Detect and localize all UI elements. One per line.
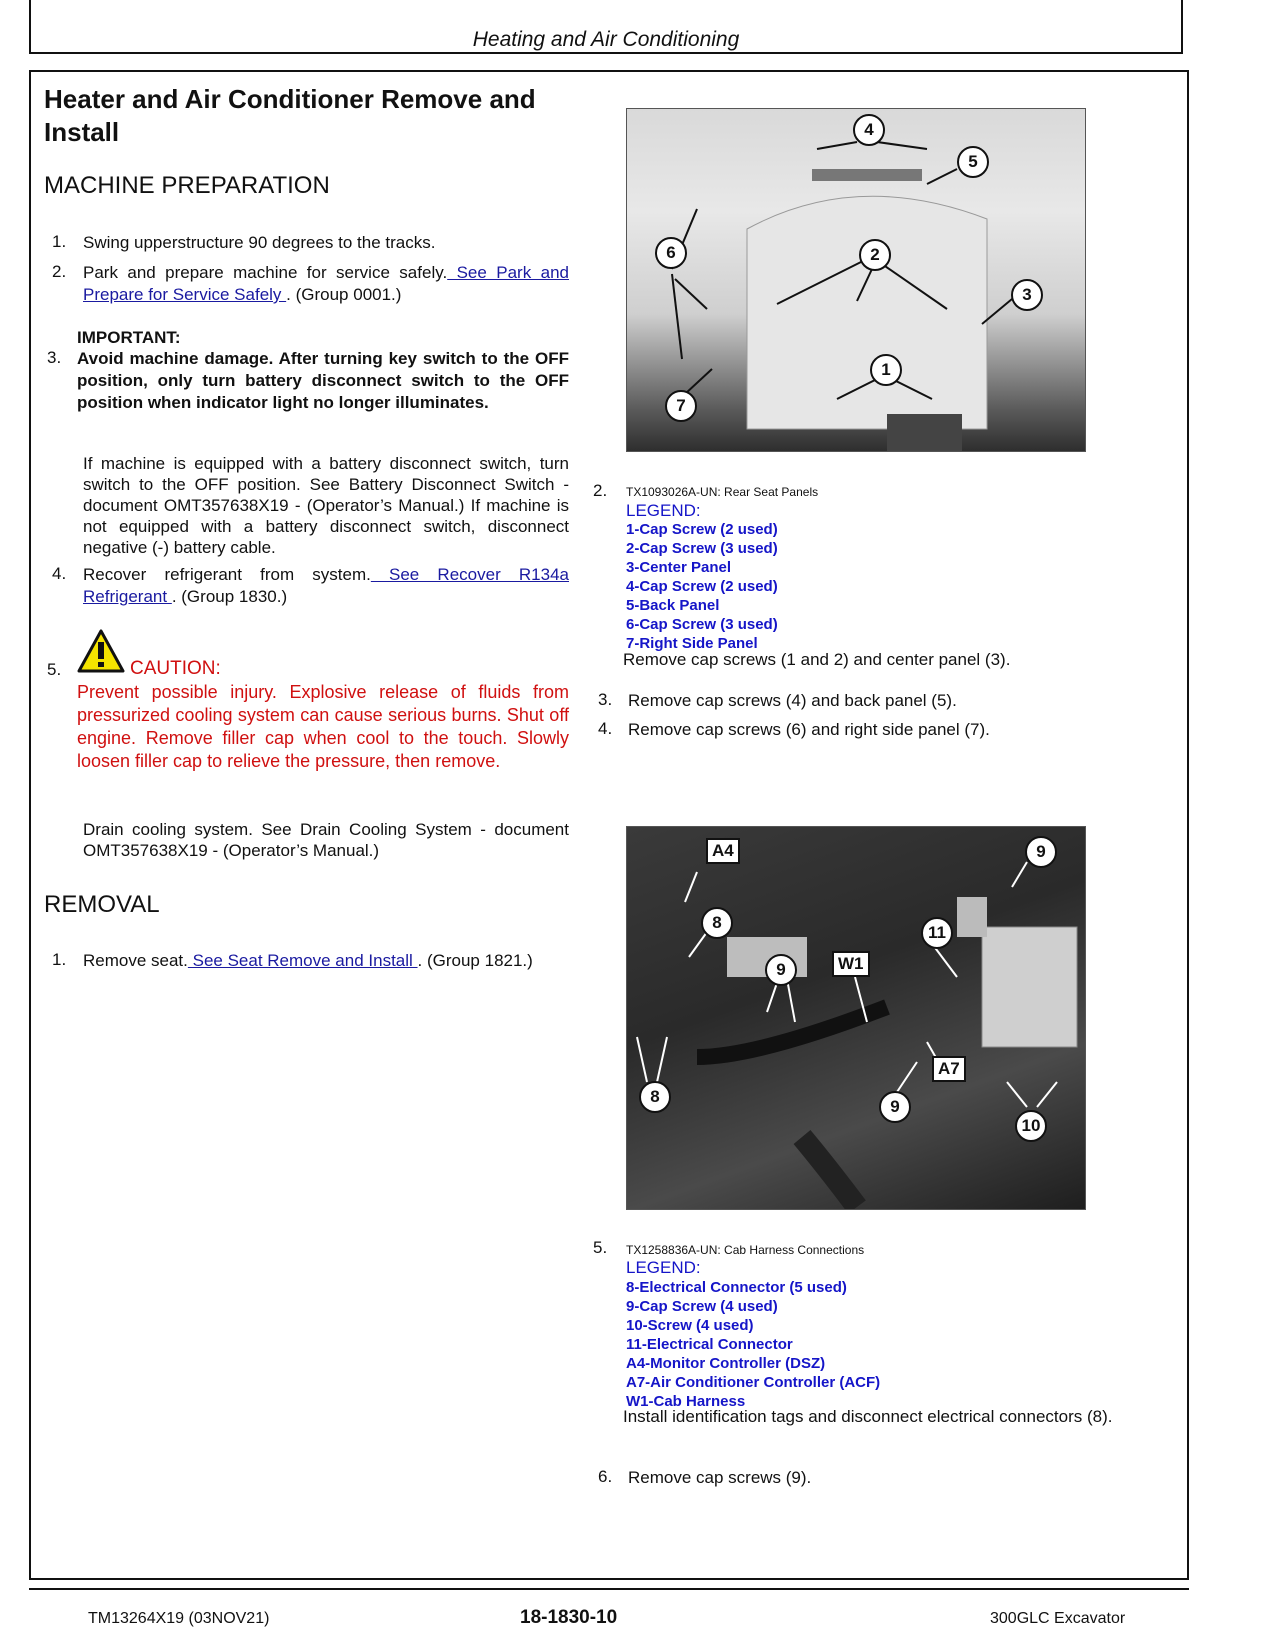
callout-10: 10 (1015, 1110, 1047, 1142)
legend-item: 11-Electrical Connector (626, 1336, 793, 1353)
callout-4: 4 (853, 114, 885, 146)
callout-8: 8 (701, 907, 733, 939)
legend-item: 5-Back Panel (626, 597, 720, 614)
legend-item: 2-Cap Screw (3 used) (626, 540, 778, 557)
rear-seat-panels-photo (626, 108, 1086, 452)
caution-label: CAUTION: (130, 658, 221, 679)
step-number: 1. (52, 232, 67, 251)
prep-step-1: Swing upperstructure 90 degrees to the tracks. (83, 233, 436, 252)
removal-step-1 (83, 950, 569, 972)
legend-list (626, 1278, 880, 1411)
step-number: 6. (598, 1467, 613, 1486)
important-label: IMPORTANT: (77, 328, 181, 347)
section-title: Heating and Air Conditioning (472, 28, 740, 51)
page-number: 18-1830-10 (520, 1607, 618, 1628)
footer-rule (29, 1588, 1189, 1590)
legend-item: 9-Cap Screw (4 used) (626, 1298, 778, 1315)
legend-item: 1-Cap Screw (2 used) (626, 521, 778, 538)
removal-heading: REMOVAL (44, 891, 160, 918)
legend-item: W1-Cab Harness (626, 1393, 746, 1410)
callout-9: 9 (1025, 836, 1057, 868)
callout-2: 2 (859, 239, 891, 271)
page-title: Heater and Air Conditioner Remove and Install (44, 84, 536, 147)
callout-3: 3 (1011, 279, 1043, 311)
step-number: 2. (52, 262, 67, 281)
legend-list (626, 520, 778, 653)
step-3-text: Remove cap screws (4) and back panel (5). (628, 691, 957, 710)
step-number: 4. (52, 564, 67, 583)
legend-item: 4-Cap Screw (2 used) (626, 578, 778, 595)
callout-5: 5 (957, 146, 989, 178)
cab-harness-photo (626, 826, 1086, 1210)
document-id: TM13264X19 (03NOV21) (88, 1610, 270, 1627)
callout-1: 1 (870, 354, 902, 386)
figure2-instruction: Install identification tags and disconnect electrical connectors (8). (623, 1407, 1113, 1426)
figure-caption: TX1258836A-UN: Cab Harness Connections (626, 1243, 865, 1257)
legend-item: A7-Air Conditioner Controller (ACF) (626, 1374, 881, 1391)
machine-model: 300GLC Excavator (990, 1610, 1126, 1627)
legend-title: LEGEND: (626, 1258, 701, 1277)
step-text: . (Group 1830.) (171, 587, 288, 606)
legend-title: LEGEND: (626, 501, 701, 520)
step-number: 5. (593, 1238, 608, 1257)
prep-step-3-important: Avoid machine damage. After turning key switch to the OFF position, only turn battery disconnect switch to the OFF position when indicator light no longer illuminates. (77, 349, 569, 412)
legend-item: 10-Screw (4 used) (626, 1317, 754, 1334)
prep-step-2 (83, 262, 569, 306)
step-number: 5. (47, 660, 62, 679)
step-number: 2. (593, 481, 608, 500)
warning-triangle-icon (76, 628, 126, 674)
legend-item: 8-Electrical Connector (5 used) (626, 1279, 847, 1296)
step-text: . (Group 1821.) (417, 951, 533, 970)
seat-remove-install-link[interactable]: See Seat Remove and Install (187, 951, 418, 970)
step-text: . (Group 0001.) (286, 285, 402, 304)
step-text: Recover refrigerant from system. (83, 565, 371, 584)
callout-9: 9 (765, 954, 797, 986)
callout-w1: W1 (832, 951, 870, 977)
step-number: 4. (598, 719, 613, 738)
step-number: 1. (52, 950, 67, 969)
step-number: 3. (598, 690, 613, 709)
step-number: 3. (47, 348, 62, 367)
figure1-instruction: Remove cap screws (1 and 2) and center panel (3). (623, 650, 1011, 669)
legend-item: 3-Center Panel (626, 559, 732, 576)
callout-7: 7 (665, 390, 697, 422)
legend-item: 7-Right Side Panel (626, 635, 758, 652)
legend-item: 6-Cap Screw (3 used) (626, 616, 778, 633)
callout-8: 8 (639, 1081, 671, 1113)
drain-cooling-note: Drain cooling system. See Drain Cooling System - document OMT357638X19 - (Operator’s Manual.) (83, 820, 569, 860)
legend-item: A4-Monitor Controller (DSZ) (626, 1355, 826, 1372)
park-prepare-link[interactable]: See Park and Prepare for Service Safely (83, 263, 569, 304)
callout-a7: A7 (932, 1056, 966, 1082)
callout-9: 9 (879, 1091, 911, 1123)
callout-a4: A4 (706, 838, 740, 864)
step-4-text: Remove cap screws (6) and right side panel (7). (628, 720, 990, 739)
battery-disconnect-note: If machine is equipped with a battery disconnect switch, turn switch to the OFF position. See Battery Disconnect Switch - document OMT357638X19 - (Operator’s Manual.) If machine is not equipped with a battery disconnect switch, disconnect negative (-) battery cable. (83, 454, 569, 557)
machine-preparation-heading: MACHINE PREPARATION (44, 172, 330, 199)
caution-text: Prevent possible injury. Explosive release of fluids from pressurized cooling system can cause serious burns. Shut off engine. Remove filler cap when cool to the touch. Slowly loosen filler cap to relieve the pressure, then remove. (77, 682, 569, 771)
callout-6: 6 (655, 237, 687, 269)
photo-overlay (627, 827, 1085, 1209)
callout-11: 11 (921, 917, 953, 949)
figure-caption: TX1093026A-UN: Rear Seat Panels (626, 485, 819, 499)
recover-refrigerant-link[interactable]: See Recover R134a Refrigerant (83, 565, 569, 606)
step-text: Remove seat. (83, 951, 188, 970)
step-text: Park and prepare machine for service safely. (83, 263, 448, 282)
step-6-text: Remove cap screws (9). (628, 1468, 812, 1487)
prep-step-4 (83, 564, 569, 608)
